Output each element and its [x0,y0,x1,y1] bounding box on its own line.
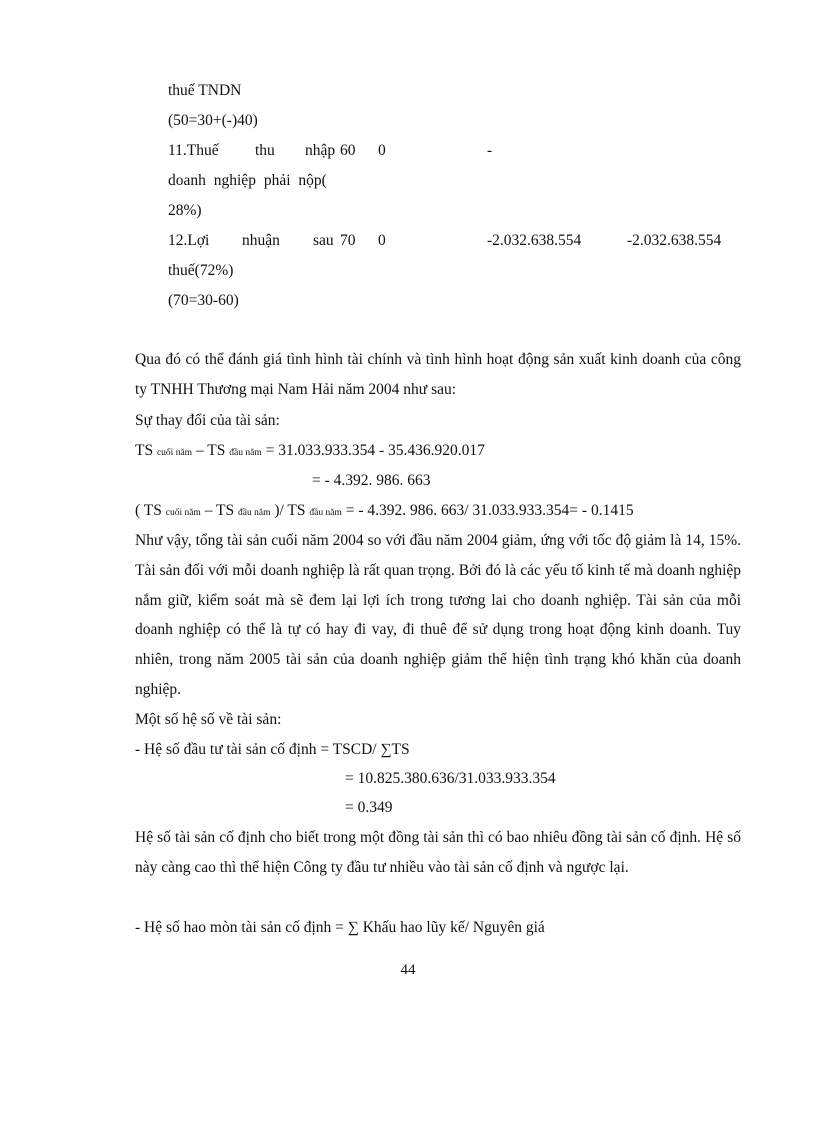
formula-rhs: = 31.033.933.354 - 35.436.920.017 [265,442,485,459]
row12-col1: 0 [378,232,386,249]
row11-col2: - [487,142,493,159]
row12-label-line3: (70=30-60) [168,292,239,309]
formula-sub-start: đầu năm [229,448,262,458]
investment-ratio-result: = 0.349 [345,799,393,816]
row11-label-line2: doanh nghiệp phải nộp( [168,172,327,189]
row12-word2: nhuận [242,232,280,249]
row12-col3: -2.032.638.554 [627,232,722,249]
row11-word3: nhập [305,142,336,159]
formula-sub-end: cuối năm [156,448,193,458]
rate-sub-start-2: đầu năm [309,508,342,518]
row12-word3: sau [313,232,334,249]
asset-change-heading: Sự thay đổi của tài sản: [135,412,280,429]
row11-code: 60 [340,142,356,159]
row10-formula: (50=30+(-)40) [168,112,258,129]
rate-open: ( TS [135,502,162,519]
row11-label-line3: 28%) [168,202,202,219]
ratios-heading: Một số hệ số về tài sản: [135,711,282,728]
row11-col1: 0 [378,142,386,159]
formula-minus: – [195,442,204,459]
rate-mid: – TS [204,502,235,519]
asset-change-result: = - 4.392. 986. 663 [312,472,431,489]
row11-word2: thu [255,142,275,159]
row12-label-line2: thuế(72%) [168,262,234,279]
asset-change-formula [135,441,485,463]
row10-label-cont: thuế TNDN [168,82,242,99]
row12-col2: -2.032.638.554 [487,232,582,249]
intro-paragraph: Qua đó có thể đánh giá tình hình tài chính và tình hình hoạt động sản xuất kinh doanh của công ty TNHH Thương mại Nam Hải năm 2004 như sau: [135,351,741,398]
rate-sub-end: cuối năm [165,508,201,518]
investment-ratio-paragraph: Hệ số tài sản cố định cho biết trong một đồng tài sản thì có bao nhiêu đồng tài sản cố định. Hệ số này càng cao thì thể hiện Công ty đầu tư nhiều vào tài sản cố định và ngược lại. [135,829,741,876]
investment-ratio-line: - Hệ số đầu tư tài sản cố định = TSCD/ ∑TS [135,741,410,758]
rate-close: )/ TS [274,502,306,519]
formula-ts-start: TS [207,442,226,459]
rate-rhs: = - 4.392. 986. 663/ 31.033.933.354= - 0.1415 [345,502,634,519]
asset-change-paragraph: Như vậy, tổng tài sản cuối năm 2004 so với đầu năm 2004 giảm, ứng với tốc độ giảm là 14, 15%. Tài sản đối với mỗi doanh nghiệp là rất quan trọng. Bởi đó là các yếu tố kinh tế mà doanh nghiệp nắm giữ, kiểm soát mà sẽ đem lại lợi ích trong tương lai cho doanh nghiệp. Tài sản của mỗi doanh nghiệp có thể là tự có hay đi vay, đi thuê để sử dụng trong hoạt động kinh doanh. Tuy nhiên, trong năm 2005 tài sản của doanh nghiệp giảm thể hiện tình trạng khó khăn của doanh nghiệp. [135,532,741,698]
wear-ratio-line: - Hệ số hao mòn tài sản cố định = ∑ Khấu hao lũy kế/ Nguyên giá [135,919,545,936]
formula-ts-end: TS [135,442,154,459]
asset-change-rate-formula [135,501,634,523]
row11-word1: 11.Thuế [168,142,219,159]
row12-word1: 12.Lợi [168,232,210,249]
row12-code: 70 [340,232,356,249]
investment-ratio-calc: = 10.825.380.636/31.033.933.354 [345,770,556,787]
rate-sub-start: đầu năm [238,508,271,518]
page-number: 44 [400,962,416,978]
